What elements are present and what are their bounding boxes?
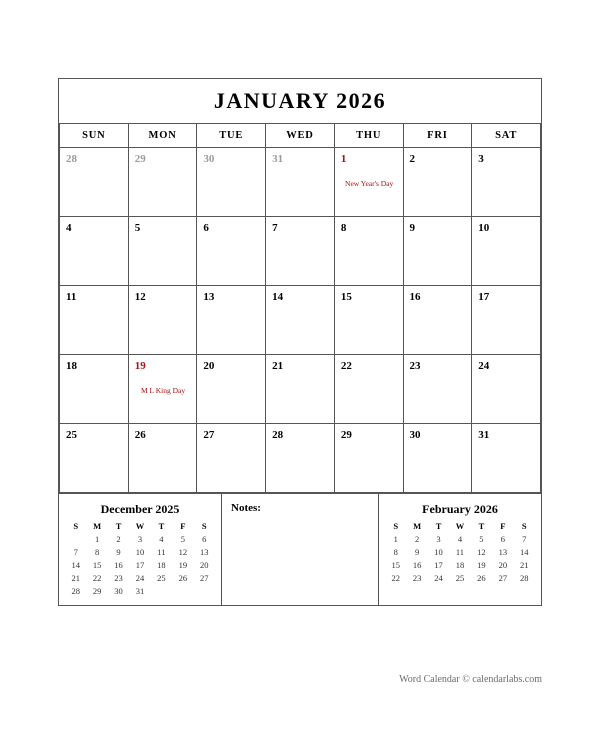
- day-cell[interactable]: [472, 148, 541, 217]
- mini-day: 3: [436, 533, 441, 544]
- mini-day: 28: [520, 572, 529, 583]
- mini-prev-title: December 2025: [100, 502, 180, 516]
- weekday-header-row: [60, 124, 541, 148]
- day-cell[interactable]: [128, 424, 197, 493]
- mini-day: 16: [114, 559, 123, 570]
- mini-day: 14: [71, 559, 80, 570]
- day-cell[interactable]: [472, 286, 541, 355]
- mini-day: 4: [457, 533, 463, 544]
- mini-day: 16: [412, 559, 422, 570]
- day-cell[interactable]: [334, 286, 403, 355]
- mini-prev-grid: [65, 520, 215, 597]
- day-cell[interactable]: [128, 217, 197, 286]
- mini-day: [514, 584, 535, 587]
- mini-day: 8: [393, 546, 398, 557]
- week-row: [60, 217, 541, 286]
- day-cell[interactable]: [197, 217, 266, 286]
- day-cell[interactable]: [60, 424, 129, 493]
- mini-day: 20: [498, 559, 508, 570]
- mini-day: 26: [178, 572, 188, 583]
- day-number: 5: [134, 222, 141, 234]
- notes-area[interactable]: [222, 494, 378, 605]
- mini-prev-header-row: [65, 520, 215, 532]
- day-cell[interactable]: [197, 424, 266, 493]
- mini-day: 20: [200, 559, 209, 570]
- weekday-header-thu: THU: [334, 124, 403, 148]
- mini-prev-header-s1: S: [73, 521, 79, 531]
- day-cell[interactable]: [266, 217, 335, 286]
- mini-day: 19: [477, 559, 486, 570]
- mini-day: 27: [200, 572, 209, 583]
- mini-day: 22: [391, 572, 400, 583]
- mini-day: 6: [500, 533, 505, 544]
- day-number: 18: [66, 360, 77, 372]
- mini-day: [406, 584, 427, 587]
- mini-day: 24: [135, 572, 145, 583]
- mini-day: 18: [455, 559, 465, 570]
- mini-next-week-row: [385, 558, 535, 571]
- mini-day: 17: [135, 559, 145, 570]
- day-number: 24: [478, 360, 490, 372]
- day-cell[interactable]: [128, 355, 197, 424]
- mini-day: 30: [114, 585, 123, 596]
- weekday-header-sat: SAT: [472, 124, 541, 148]
- mini-day: 15: [391, 559, 400, 570]
- weekday-header-mon: MON: [128, 124, 197, 148]
- mini-day: 2: [415, 533, 420, 544]
- day-number: 17: [478, 291, 490, 303]
- day-number: 28: [66, 153, 77, 165]
- mini-prev-week-row: [65, 532, 215, 545]
- mini-prev-week-row: [65, 584, 215, 597]
- calendar-title: JANUARY 2026: [59, 79, 541, 124]
- day-number: 14: [272, 291, 284, 303]
- month-grid: [59, 124, 541, 493]
- day-cell[interactable]: [60, 148, 129, 217]
- day-number: 22: [340, 360, 352, 372]
- mini-day: 21: [71, 572, 80, 583]
- day-number: 21: [272, 360, 284, 372]
- day-number: 4: [66, 222, 72, 234]
- mini-prev-header-t2: T: [158, 521, 165, 531]
- mini-day: 4: [159, 533, 164, 544]
- day-number: 27: [203, 429, 215, 441]
- day-cell[interactable]: [403, 148, 472, 217]
- day-number: 11: [66, 291, 77, 303]
- mini-day: [449, 584, 470, 587]
- mini-day: 23: [114, 572, 123, 583]
- mini-prev-header-f: F: [180, 521, 186, 531]
- mini-day: 2: [116, 533, 121, 544]
- mini-day: 15: [92, 559, 102, 570]
- mini-day: 29: [92, 585, 102, 596]
- day-number: 30: [203, 153, 215, 165]
- mini-day: [151, 584, 172, 597]
- day-cell[interactable]: [472, 217, 541, 286]
- day-number: 6: [203, 222, 209, 234]
- mini-next-week-row: [385, 571, 535, 584]
- day-number: 1: [340, 153, 347, 165]
- day-number: 12: [134, 291, 146, 303]
- mini-day: [428, 584, 449, 587]
- day-cell[interactable]: [60, 217, 129, 286]
- mini-day: [172, 584, 193, 597]
- day-cell[interactable]: [403, 217, 472, 286]
- mini-day: 25: [157, 572, 166, 583]
- mini-next-header-t2: T: [478, 521, 485, 531]
- mini-day: 7: [73, 546, 78, 557]
- weekday-header-sun: SUN: [60, 124, 129, 148]
- day-cell[interactable]: [128, 286, 197, 355]
- notes-label: Notes:: [231, 502, 261, 514]
- day-number: 29: [340, 429, 352, 441]
- mini-day: 12: [477, 546, 486, 557]
- mini-next-header-row: [385, 520, 535, 532]
- day-cell[interactable]: [403, 424, 472, 493]
- day-cell[interactable]: [472, 355, 541, 424]
- day-number: 16: [409, 291, 421, 303]
- mini-next-header-m: M: [413, 521, 422, 531]
- day-number: 13: [203, 291, 215, 303]
- weekday-header-wed: WED: [266, 124, 335, 148]
- day-number: 26: [134, 429, 146, 441]
- mini-day: 1: [393, 533, 398, 544]
- mini-day: 7: [522, 533, 527, 544]
- weekday-header-fri: FRI: [403, 124, 472, 148]
- mini-prev-header-m: M: [93, 521, 102, 531]
- day-cell[interactable]: [60, 286, 129, 355]
- day-number: 19: [134, 360, 146, 372]
- bottom-section: [59, 493, 541, 605]
- day-cell[interactable]: [472, 424, 541, 493]
- mini-day: 31: [135, 585, 145, 596]
- mini-day: 13: [200, 546, 209, 557]
- week-row: [60, 355, 541, 424]
- mini-next-header-w: W: [455, 521, 465, 531]
- mini-day: 11: [157, 546, 166, 557]
- mini-day: 24: [434, 572, 443, 583]
- mini-day: 11: [455, 546, 465, 557]
- day-cell[interactable]: [197, 148, 266, 217]
- day-number: 31: [478, 429, 490, 441]
- day-number: 30: [409, 429, 421, 441]
- mini-calendar-next-month: [378, 494, 541, 605]
- day-cell[interactable]: [266, 286, 335, 355]
- mini-day: [492, 584, 513, 587]
- mini-day: [385, 584, 406, 587]
- day-number: 23: [409, 360, 421, 372]
- mini-prev-header-t1: T: [115, 521, 122, 531]
- mini-next-week-row: [385, 584, 535, 587]
- mini-next-header-s1: S: [393, 521, 399, 531]
- weekday-header-tue: TUE: [197, 124, 266, 148]
- mini-day: 5: [180, 533, 185, 544]
- mini-day: 25: [455, 572, 465, 583]
- mini-day: 12: [178, 546, 188, 557]
- calendar-container: [58, 78, 542, 606]
- mini-prev-week-row: [65, 545, 215, 558]
- mini-day: [65, 532, 86, 545]
- mini-day: 18: [157, 559, 166, 570]
- mini-day: 21: [520, 559, 529, 570]
- day-number: 15: [340, 291, 352, 303]
- mini-next-week-row: [385, 532, 535, 545]
- mini-day: 27: [498, 572, 508, 583]
- day-cell[interactable]: [403, 286, 472, 355]
- mini-next-header-t1: T: [435, 521, 442, 531]
- mini-next-week-row: [385, 545, 535, 558]
- week-row: [60, 424, 541, 493]
- mini-prev-week-row: [65, 558, 215, 571]
- day-cell[interactable]: [266, 424, 335, 493]
- day-number: 10: [478, 222, 490, 234]
- mini-prev-week-row: [65, 571, 215, 584]
- mini-day: 9: [415, 546, 420, 557]
- mini-next-header-s2: S: [521, 521, 527, 531]
- footer-credit: Word Calendar © calendarlabs.com: [399, 674, 542, 685]
- day-cell[interactable]: [266, 148, 335, 217]
- mini-prev-header-s2: S: [201, 521, 207, 531]
- mini-day: 3: [137, 533, 143, 544]
- mini-day: 17: [434, 559, 443, 570]
- day-number: 20: [203, 360, 215, 372]
- mini-next-grid: [385, 520, 535, 587]
- mini-calendar-previous-month: [59, 494, 222, 605]
- day-cell[interactable]: [334, 148, 403, 217]
- day-number: 8: [340, 222, 347, 234]
- day-number: 7: [272, 222, 278, 234]
- day-number: 9: [409, 222, 416, 234]
- mini-next-header-f: F: [500, 521, 506, 531]
- day-event: New Year's Day: [345, 179, 394, 189]
- day-cell[interactable]: [403, 355, 472, 424]
- day-cell[interactable]: [334, 217, 403, 286]
- mini-day: 9: [116, 546, 121, 557]
- mini-day: 10: [135, 546, 145, 557]
- day-number: 28: [272, 429, 284, 441]
- mini-day: [194, 584, 215, 597]
- day-cell[interactable]: [197, 286, 266, 355]
- day-cell[interactable]: [334, 424, 403, 493]
- mini-day: 23: [412, 572, 422, 583]
- mini-day: 8: [95, 546, 100, 557]
- mini-day: 28: [71, 585, 80, 596]
- mini-day: 5: [479, 533, 484, 544]
- day-number: 2: [409, 153, 416, 165]
- mini-day: 19: [178, 559, 188, 570]
- day-cell[interactable]: [128, 148, 197, 217]
- day-cell[interactable]: [266, 355, 335, 424]
- mini-day: 1: [95, 533, 100, 544]
- mini-prev-header-w: W: [135, 521, 145, 531]
- day-number: 31: [272, 153, 284, 165]
- day-number: 25: [66, 429, 77, 441]
- week-row: [60, 286, 541, 355]
- mini-day: 26: [477, 572, 486, 583]
- day-cell[interactable]: [334, 355, 403, 424]
- day-cell[interactable]: [60, 355, 129, 424]
- mini-day: 6: [202, 533, 207, 544]
- mini-next-title: February 2026: [422, 502, 498, 516]
- day-number: 29: [134, 153, 146, 165]
- mini-day: 13: [498, 546, 508, 557]
- mini-day: 14: [520, 546, 529, 557]
- mini-day: 22: [92, 572, 102, 583]
- mini-day: [471, 584, 492, 587]
- day-number: 3: [478, 153, 484, 165]
- week-row: [60, 148, 541, 217]
- day-cell[interactable]: [197, 355, 266, 424]
- day-event: M L King Day: [141, 386, 186, 396]
- mini-day: 10: [434, 546, 443, 557]
